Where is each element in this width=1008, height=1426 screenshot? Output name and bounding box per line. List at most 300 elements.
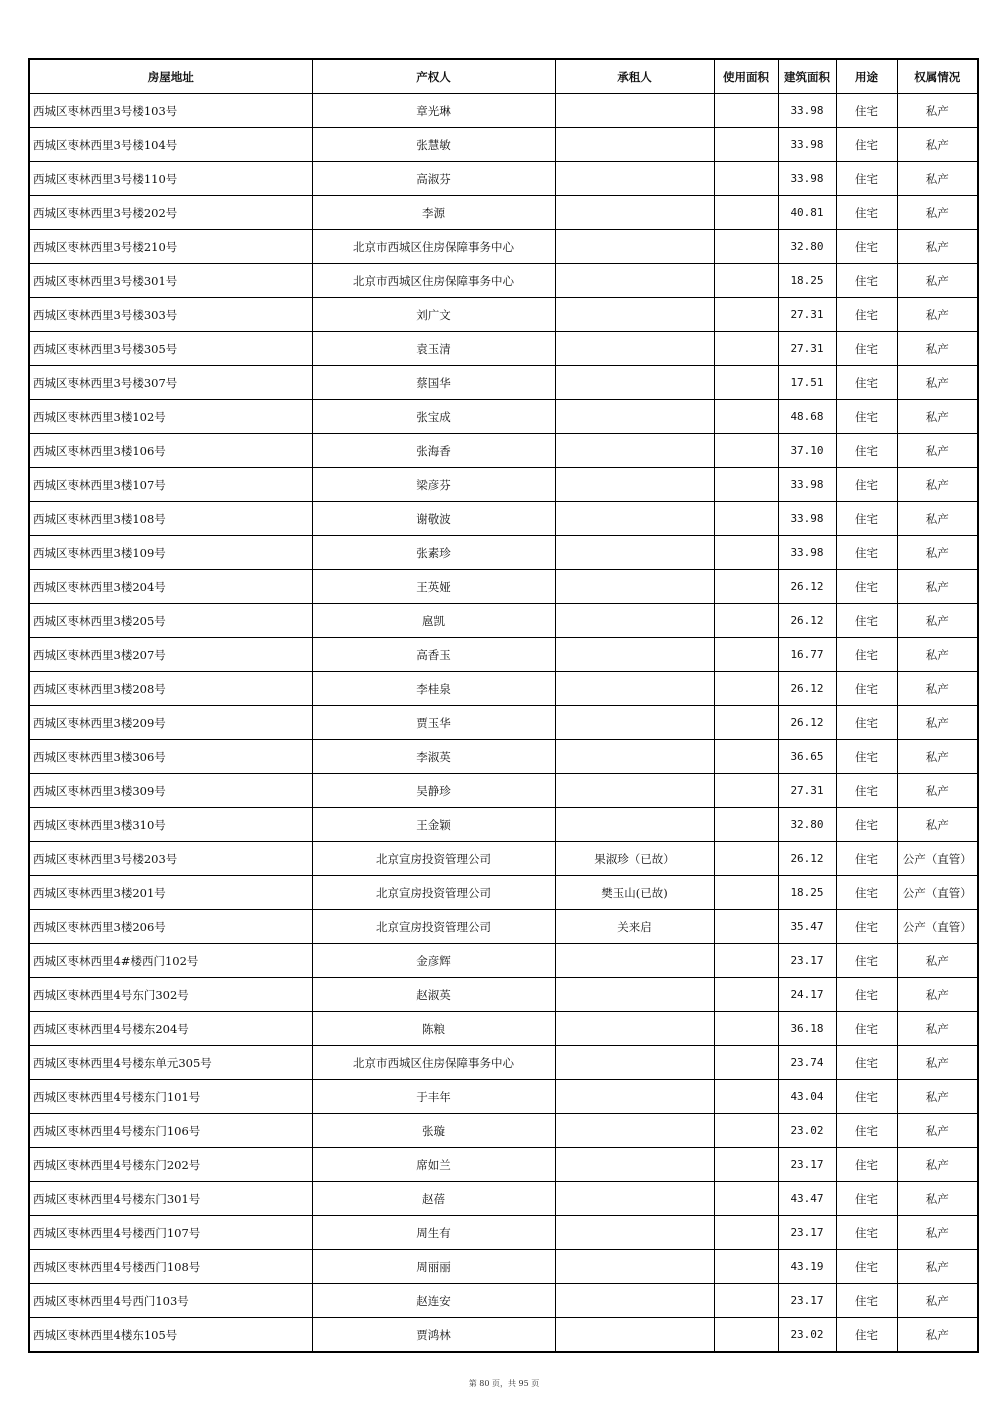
cell-building-area: 27.31 (778, 774, 836, 808)
cell-usage: 住宅 (836, 1080, 897, 1114)
cell-building-area: 26.12 (778, 706, 836, 740)
cell-address: 西城区枣林西里3楼205号 (29, 604, 312, 638)
cell-usable-area (714, 672, 778, 706)
cell-usage: 住宅 (836, 1012, 897, 1046)
cell-usage: 住宅 (836, 332, 897, 366)
cell-owner: 金彦辉 (312, 944, 555, 978)
cell-address: 西城区枣林西里3号楼104号 (29, 128, 312, 162)
cell-usage: 住宅 (836, 468, 897, 502)
cell-building-area: 33.98 (778, 94, 836, 128)
table-row (29, 332, 978, 366)
cell-usable-area (714, 536, 778, 570)
cell-tenant (555, 570, 714, 604)
table-row (29, 1114, 978, 1148)
cell-owner: 北京宣房投资管理公司 (312, 842, 555, 876)
cell-building-area: 18.25 (778, 876, 836, 910)
cell-usable-area (714, 978, 778, 1012)
table-row (29, 706, 978, 740)
cell-tenant (555, 502, 714, 536)
table-row (29, 264, 978, 298)
cell-usage: 住宅 (836, 910, 897, 944)
cell-address: 西城区枣林西里3楼109号 (29, 536, 312, 570)
cell-building-area: 43.04 (778, 1080, 836, 1114)
cell-usage: 住宅 (836, 162, 897, 196)
cell-ownership: 私产 (897, 672, 978, 706)
cell-usage: 住宅 (836, 1250, 897, 1284)
cell-address: 西城区枣林西里3楼207号 (29, 638, 312, 672)
cell-ownership: 私产 (897, 230, 978, 264)
cell-building-area: 23.17 (778, 1148, 836, 1182)
cell-owner: 席如兰 (312, 1148, 555, 1182)
cell-usable-area (714, 740, 778, 774)
cell-building-area: 23.02 (778, 1114, 836, 1148)
cell-usage: 住宅 (836, 808, 897, 842)
cell-ownership: 私产 (897, 1182, 978, 1216)
cell-usable-area (714, 1046, 778, 1080)
table-row (29, 1012, 978, 1046)
header-owner: 产权人 (312, 59, 555, 94)
cell-owner: 周丽丽 (312, 1250, 555, 1284)
cell-ownership: 私产 (897, 1046, 978, 1080)
cell-usable-area (714, 196, 778, 230)
cell-address: 西城区枣林西里4#楼西门102号 (29, 944, 312, 978)
cell-address: 西城区枣林西里3楼108号 (29, 502, 312, 536)
cell-tenant: 樊玉山(已故) (555, 876, 714, 910)
cell-address: 西城区枣林西里3楼206号 (29, 910, 312, 944)
cell-ownership: 私产 (897, 536, 978, 570)
cell-usage: 住宅 (836, 672, 897, 706)
cell-usage: 住宅 (836, 196, 897, 230)
table-row (29, 774, 978, 808)
cell-owner: 张素珍 (312, 536, 555, 570)
table-row (29, 1284, 978, 1318)
cell-usable-area (714, 638, 778, 672)
table-row (29, 876, 978, 910)
cell-usable-area (714, 162, 778, 196)
table-row (29, 1046, 978, 1080)
cell-owner: 张海香 (312, 434, 555, 468)
cell-usage: 住宅 (836, 774, 897, 808)
cell-address: 西城区枣林西里3楼204号 (29, 570, 312, 604)
cell-ownership: 私产 (897, 570, 978, 604)
cell-address: 西城区枣林西里3号楼305号 (29, 332, 312, 366)
table-row (29, 672, 978, 706)
cell-usage: 住宅 (836, 1046, 897, 1080)
cell-owner: 谢敬波 (312, 502, 555, 536)
cell-usage: 住宅 (836, 366, 897, 400)
cell-usage: 住宅 (836, 264, 897, 298)
cell-owner: 刘广文 (312, 298, 555, 332)
cell-tenant (555, 808, 714, 842)
cell-address: 西城区枣林西里3号楼103号 (29, 94, 312, 128)
cell-owner: 贾鸿林 (312, 1318, 555, 1353)
table-row (29, 842, 978, 876)
header-address: 房屋地址 (29, 59, 312, 94)
cell-address: 西城区枣林西里3号楼303号 (29, 298, 312, 332)
cell-tenant (555, 672, 714, 706)
cell-usage: 住宅 (836, 876, 897, 910)
cell-building-area: 26.12 (778, 672, 836, 706)
cell-ownership: 私产 (897, 774, 978, 808)
table-row (29, 196, 978, 230)
cell-usable-area (714, 570, 778, 604)
cell-address: 西城区枣林西里3号楼301号 (29, 264, 312, 298)
table-row (29, 604, 978, 638)
cell-owner: 高香玉 (312, 638, 555, 672)
cell-building-area: 26.12 (778, 842, 836, 876)
cell-address: 西城区枣林西里3楼107号 (29, 468, 312, 502)
cell-building-area: 36.18 (778, 1012, 836, 1046)
cell-address: 西城区枣林西里3楼306号 (29, 740, 312, 774)
cell-usable-area (714, 434, 778, 468)
cell-address: 西城区枣林西里4号楼东门101号 (29, 1080, 312, 1114)
cell-usable-area (714, 1250, 778, 1284)
cell-usable-area (714, 400, 778, 434)
cell-tenant (555, 468, 714, 502)
cell-building-area: 33.98 (778, 536, 836, 570)
table-row (29, 808, 978, 842)
cell-building-area: 27.31 (778, 298, 836, 332)
cell-usable-area (714, 944, 778, 978)
cell-usage: 住宅 (836, 706, 897, 740)
table-row (29, 298, 978, 332)
cell-owner: 赵淑英 (312, 978, 555, 1012)
cell-tenant (555, 400, 714, 434)
table-row (29, 978, 978, 1012)
cell-tenant (555, 1182, 714, 1216)
cell-ownership: 私产 (897, 468, 978, 502)
cell-tenant (555, 774, 714, 808)
table-row (29, 1148, 978, 1182)
cell-ownership: 私产 (897, 706, 978, 740)
cell-usable-area (714, 1216, 778, 1250)
cell-usable-area (714, 332, 778, 366)
cell-building-area: 16.77 (778, 638, 836, 672)
cell-ownership: 私产 (897, 94, 978, 128)
cell-owner: 北京市西城区住房保障事务中心 (312, 1046, 555, 1080)
cell-building-area: 23.17 (778, 944, 836, 978)
cell-owner: 李源 (312, 196, 555, 230)
table-row (29, 128, 978, 162)
cell-ownership: 私产 (897, 332, 978, 366)
table-row (29, 536, 978, 570)
cell-usage: 住宅 (836, 604, 897, 638)
cell-usable-area (714, 502, 778, 536)
table-row (29, 94, 978, 128)
cell-ownership: 私产 (897, 1250, 978, 1284)
cell-building-area: 40.81 (778, 196, 836, 230)
cell-address: 西城区枣林西里3楼102号 (29, 400, 312, 434)
cell-ownership: 私产 (897, 128, 978, 162)
cell-building-area: 23.74 (778, 1046, 836, 1080)
cell-tenant (555, 638, 714, 672)
cell-address: 西城区枣林西里3号楼202号 (29, 196, 312, 230)
cell-address: 西城区枣林西里4号楼西门108号 (29, 1250, 312, 1284)
cell-address: 西城区枣林西里3号楼307号 (29, 366, 312, 400)
cell-usable-area (714, 1284, 778, 1318)
cell-building-area: 35.47 (778, 910, 836, 944)
cell-address: 西城区枣林西里4号楼东204号 (29, 1012, 312, 1046)
table-row (29, 1216, 978, 1250)
cell-address: 西城区枣林西里4号楼东单元305号 (29, 1046, 312, 1080)
cell-building-area: 33.98 (778, 128, 836, 162)
cell-owner: 北京市西城区住房保障事务中心 (312, 230, 555, 264)
cell-ownership: 私产 (897, 1114, 978, 1148)
cell-tenant (555, 264, 714, 298)
cell-owner: 高淑芬 (312, 162, 555, 196)
cell-usable-area (714, 876, 778, 910)
cell-owner: 王英娅 (312, 570, 555, 604)
cell-usage: 住宅 (836, 400, 897, 434)
cell-tenant (555, 1216, 714, 1250)
cell-ownership: 私产 (897, 502, 978, 536)
cell-tenant (555, 1046, 714, 1080)
cell-building-area: 26.12 (778, 604, 836, 638)
cell-usable-area (714, 468, 778, 502)
cell-building-area: 18.25 (778, 264, 836, 298)
table-row (29, 434, 978, 468)
cell-owner: 张慧敏 (312, 128, 555, 162)
cell-address: 西城区枣林西里3号楼203号 (29, 842, 312, 876)
cell-owner: 吴静珍 (312, 774, 555, 808)
cell-usable-area (714, 230, 778, 264)
table-row (29, 468, 978, 502)
cell-building-area: 33.98 (778, 162, 836, 196)
cell-usable-area (714, 1080, 778, 1114)
cell-tenant: 果淑珍（已故） (555, 842, 714, 876)
cell-tenant (555, 230, 714, 264)
cell-usage: 住宅 (836, 94, 897, 128)
cell-usable-area (714, 1012, 778, 1046)
cell-ownership: 私产 (897, 1318, 978, 1353)
table-row (29, 366, 978, 400)
cell-address: 西城区枣林西里3楼309号 (29, 774, 312, 808)
cell-ownership: 私产 (897, 944, 978, 978)
cell-owner: 赵连安 (312, 1284, 555, 1318)
cell-owner: 张宝成 (312, 400, 555, 434)
cell-address: 西城区枣林西里4号东门302号 (29, 978, 312, 1012)
cell-owner: 赵蓓 (312, 1182, 555, 1216)
cell-owner: 北京宣房投资管理公司 (312, 876, 555, 910)
cell-tenant (555, 162, 714, 196)
cell-building-area: 23.17 (778, 1284, 836, 1318)
cell-building-area: 32.80 (778, 230, 836, 264)
cell-usage: 住宅 (836, 230, 897, 264)
cell-usable-area (714, 604, 778, 638)
cell-usage: 住宅 (836, 1318, 897, 1353)
cell-tenant (555, 536, 714, 570)
cell-address: 西城区枣林西里4号西门103号 (29, 1284, 312, 1318)
cell-building-area: 23.17 (778, 1216, 836, 1250)
cell-ownership: 私产 (897, 1148, 978, 1182)
cell-ownership: 私产 (897, 978, 978, 1012)
cell-usage: 住宅 (836, 1284, 897, 1318)
cell-tenant: 关来启 (555, 910, 714, 944)
cell-owner: 蔡国华 (312, 366, 555, 400)
cell-owner: 陈粮 (312, 1012, 555, 1046)
cell-address: 西城区枣林西里3楼209号 (29, 706, 312, 740)
cell-ownership: 公产（直管） (897, 876, 978, 910)
table-row (29, 162, 978, 196)
cell-address: 西城区枣林西里3楼310号 (29, 808, 312, 842)
table-row (29, 944, 978, 978)
cell-address: 西城区枣林西里3楼106号 (29, 434, 312, 468)
page-footer: 第 80 页，共 95 页 (468, 1379, 540, 1388)
cell-ownership: 私产 (897, 604, 978, 638)
cell-usage: 住宅 (836, 638, 897, 672)
cell-usable-area (714, 1148, 778, 1182)
header-ownership: 权属情况 (897, 59, 978, 94)
cell-usage: 住宅 (836, 1148, 897, 1182)
cell-owner: 扈凯 (312, 604, 555, 638)
cell-usage: 住宅 (836, 1114, 897, 1148)
cell-building-area: 36.65 (778, 740, 836, 774)
cell-address: 西城区枣林西里4号楼东门301号 (29, 1182, 312, 1216)
table-row (29, 740, 978, 774)
header-building-area: 建筑面积 (778, 59, 836, 94)
cell-building-area: 33.98 (778, 468, 836, 502)
cell-tenant (555, 1080, 714, 1114)
property-table (28, 58, 979, 1353)
cell-tenant (555, 706, 714, 740)
cell-usage: 住宅 (836, 944, 897, 978)
table-row (29, 502, 978, 536)
header-usable-area: 使用面积 (714, 59, 778, 94)
cell-usable-area (714, 1114, 778, 1148)
cell-owner: 李桂泉 (312, 672, 555, 706)
cell-owner: 于丰年 (312, 1080, 555, 1114)
cell-owner: 张璇 (312, 1114, 555, 1148)
cell-usage: 住宅 (836, 502, 897, 536)
cell-ownership: 私产 (897, 1012, 978, 1046)
cell-address: 西城区枣林西里4号楼西门107号 (29, 1216, 312, 1250)
cell-address: 西城区枣林西里3号楼110号 (29, 162, 312, 196)
cell-building-area: 33.98 (778, 502, 836, 536)
cell-tenant (555, 1012, 714, 1046)
table-row (29, 1182, 978, 1216)
cell-building-area: 27.31 (778, 332, 836, 366)
cell-ownership: 私产 (897, 434, 978, 468)
cell-usable-area (714, 1318, 778, 1353)
cell-usable-area (714, 366, 778, 400)
cell-ownership: 私产 (897, 1284, 978, 1318)
cell-ownership: 私产 (897, 740, 978, 774)
cell-ownership: 私产 (897, 162, 978, 196)
cell-usage: 住宅 (836, 434, 897, 468)
cell-tenant (555, 196, 714, 230)
table-row (29, 1080, 978, 1114)
cell-tenant (555, 978, 714, 1012)
cell-usage: 住宅 (836, 842, 897, 876)
cell-address: 西城区枣林西里4号楼东门106号 (29, 1114, 312, 1148)
cell-owner: 北京市西城区住房保障事务中心 (312, 264, 555, 298)
table-row (29, 230, 978, 264)
cell-usable-area (714, 1182, 778, 1216)
cell-owner: 李淑英 (312, 740, 555, 774)
cell-usage: 住宅 (836, 536, 897, 570)
cell-tenant (555, 604, 714, 638)
cell-ownership: 私产 (897, 196, 978, 230)
cell-building-area: 37.10 (778, 434, 836, 468)
cell-tenant (555, 1250, 714, 1284)
table-row (29, 910, 978, 944)
table-row (29, 638, 978, 672)
cell-tenant (555, 298, 714, 332)
cell-tenant (555, 94, 714, 128)
cell-tenant (555, 434, 714, 468)
cell-building-area: 17.51 (778, 366, 836, 400)
table-row (29, 1250, 978, 1284)
cell-tenant (555, 1318, 714, 1353)
cell-usable-area (714, 774, 778, 808)
cell-building-area: 43.47 (778, 1182, 836, 1216)
cell-usable-area (714, 706, 778, 740)
table-row (29, 1318, 978, 1353)
cell-usable-area (714, 842, 778, 876)
cell-usage: 住宅 (836, 128, 897, 162)
cell-ownership: 公产（直管） (897, 842, 978, 876)
cell-ownership: 私产 (897, 298, 978, 332)
cell-address: 西城区枣林西里3楼208号 (29, 672, 312, 706)
cell-owner: 梁彦芬 (312, 468, 555, 502)
cell-address: 西城区枣林西里3楼201号 (29, 876, 312, 910)
cell-building-area: 43.19 (778, 1250, 836, 1284)
cell-owner: 贾玉华 (312, 706, 555, 740)
table-row (29, 400, 978, 434)
cell-building-area: 48.68 (778, 400, 836, 434)
cell-address: 西城区枣林西里4号楼东门202号 (29, 1148, 312, 1182)
cell-usable-area (714, 264, 778, 298)
header-tenant: 承租人 (555, 59, 714, 94)
cell-usage: 住宅 (836, 1182, 897, 1216)
cell-owner: 周生有 (312, 1216, 555, 1250)
cell-tenant (555, 332, 714, 366)
cell-tenant (555, 128, 714, 162)
cell-ownership: 私产 (897, 808, 978, 842)
table-row (29, 570, 978, 604)
cell-usable-area (714, 910, 778, 944)
cell-ownership: 公产（直管） (897, 910, 978, 944)
cell-usage: 住宅 (836, 1216, 897, 1250)
cell-building-area: 26.12 (778, 570, 836, 604)
cell-tenant (555, 366, 714, 400)
cell-tenant (555, 944, 714, 978)
cell-owner: 王金颖 (312, 808, 555, 842)
cell-usable-area (714, 298, 778, 332)
cell-owner: 袁玉清 (312, 332, 555, 366)
cell-owner: 北京宣房投资管理公司 (312, 910, 555, 944)
cell-usable-area (714, 94, 778, 128)
cell-tenant (555, 740, 714, 774)
cell-usage: 住宅 (836, 740, 897, 774)
cell-ownership: 私产 (897, 264, 978, 298)
cell-building-area: 32.80 (778, 808, 836, 842)
cell-usage: 住宅 (836, 978, 897, 1012)
cell-address: 西城区枣林西里3号楼210号 (29, 230, 312, 264)
cell-address: 西城区枣林西里4楼东105号 (29, 1318, 312, 1353)
cell-building-area: 23.02 (778, 1318, 836, 1353)
cell-usable-area (714, 128, 778, 162)
cell-owner: 章光琳 (312, 94, 555, 128)
cell-ownership: 私产 (897, 638, 978, 672)
cell-usage: 住宅 (836, 298, 897, 332)
cell-tenant (555, 1148, 714, 1182)
header-usage: 用途 (836, 59, 897, 94)
cell-ownership: 私产 (897, 400, 978, 434)
cell-ownership: 私产 (897, 1216, 978, 1250)
cell-tenant (555, 1114, 714, 1148)
cell-ownership: 私产 (897, 366, 978, 400)
